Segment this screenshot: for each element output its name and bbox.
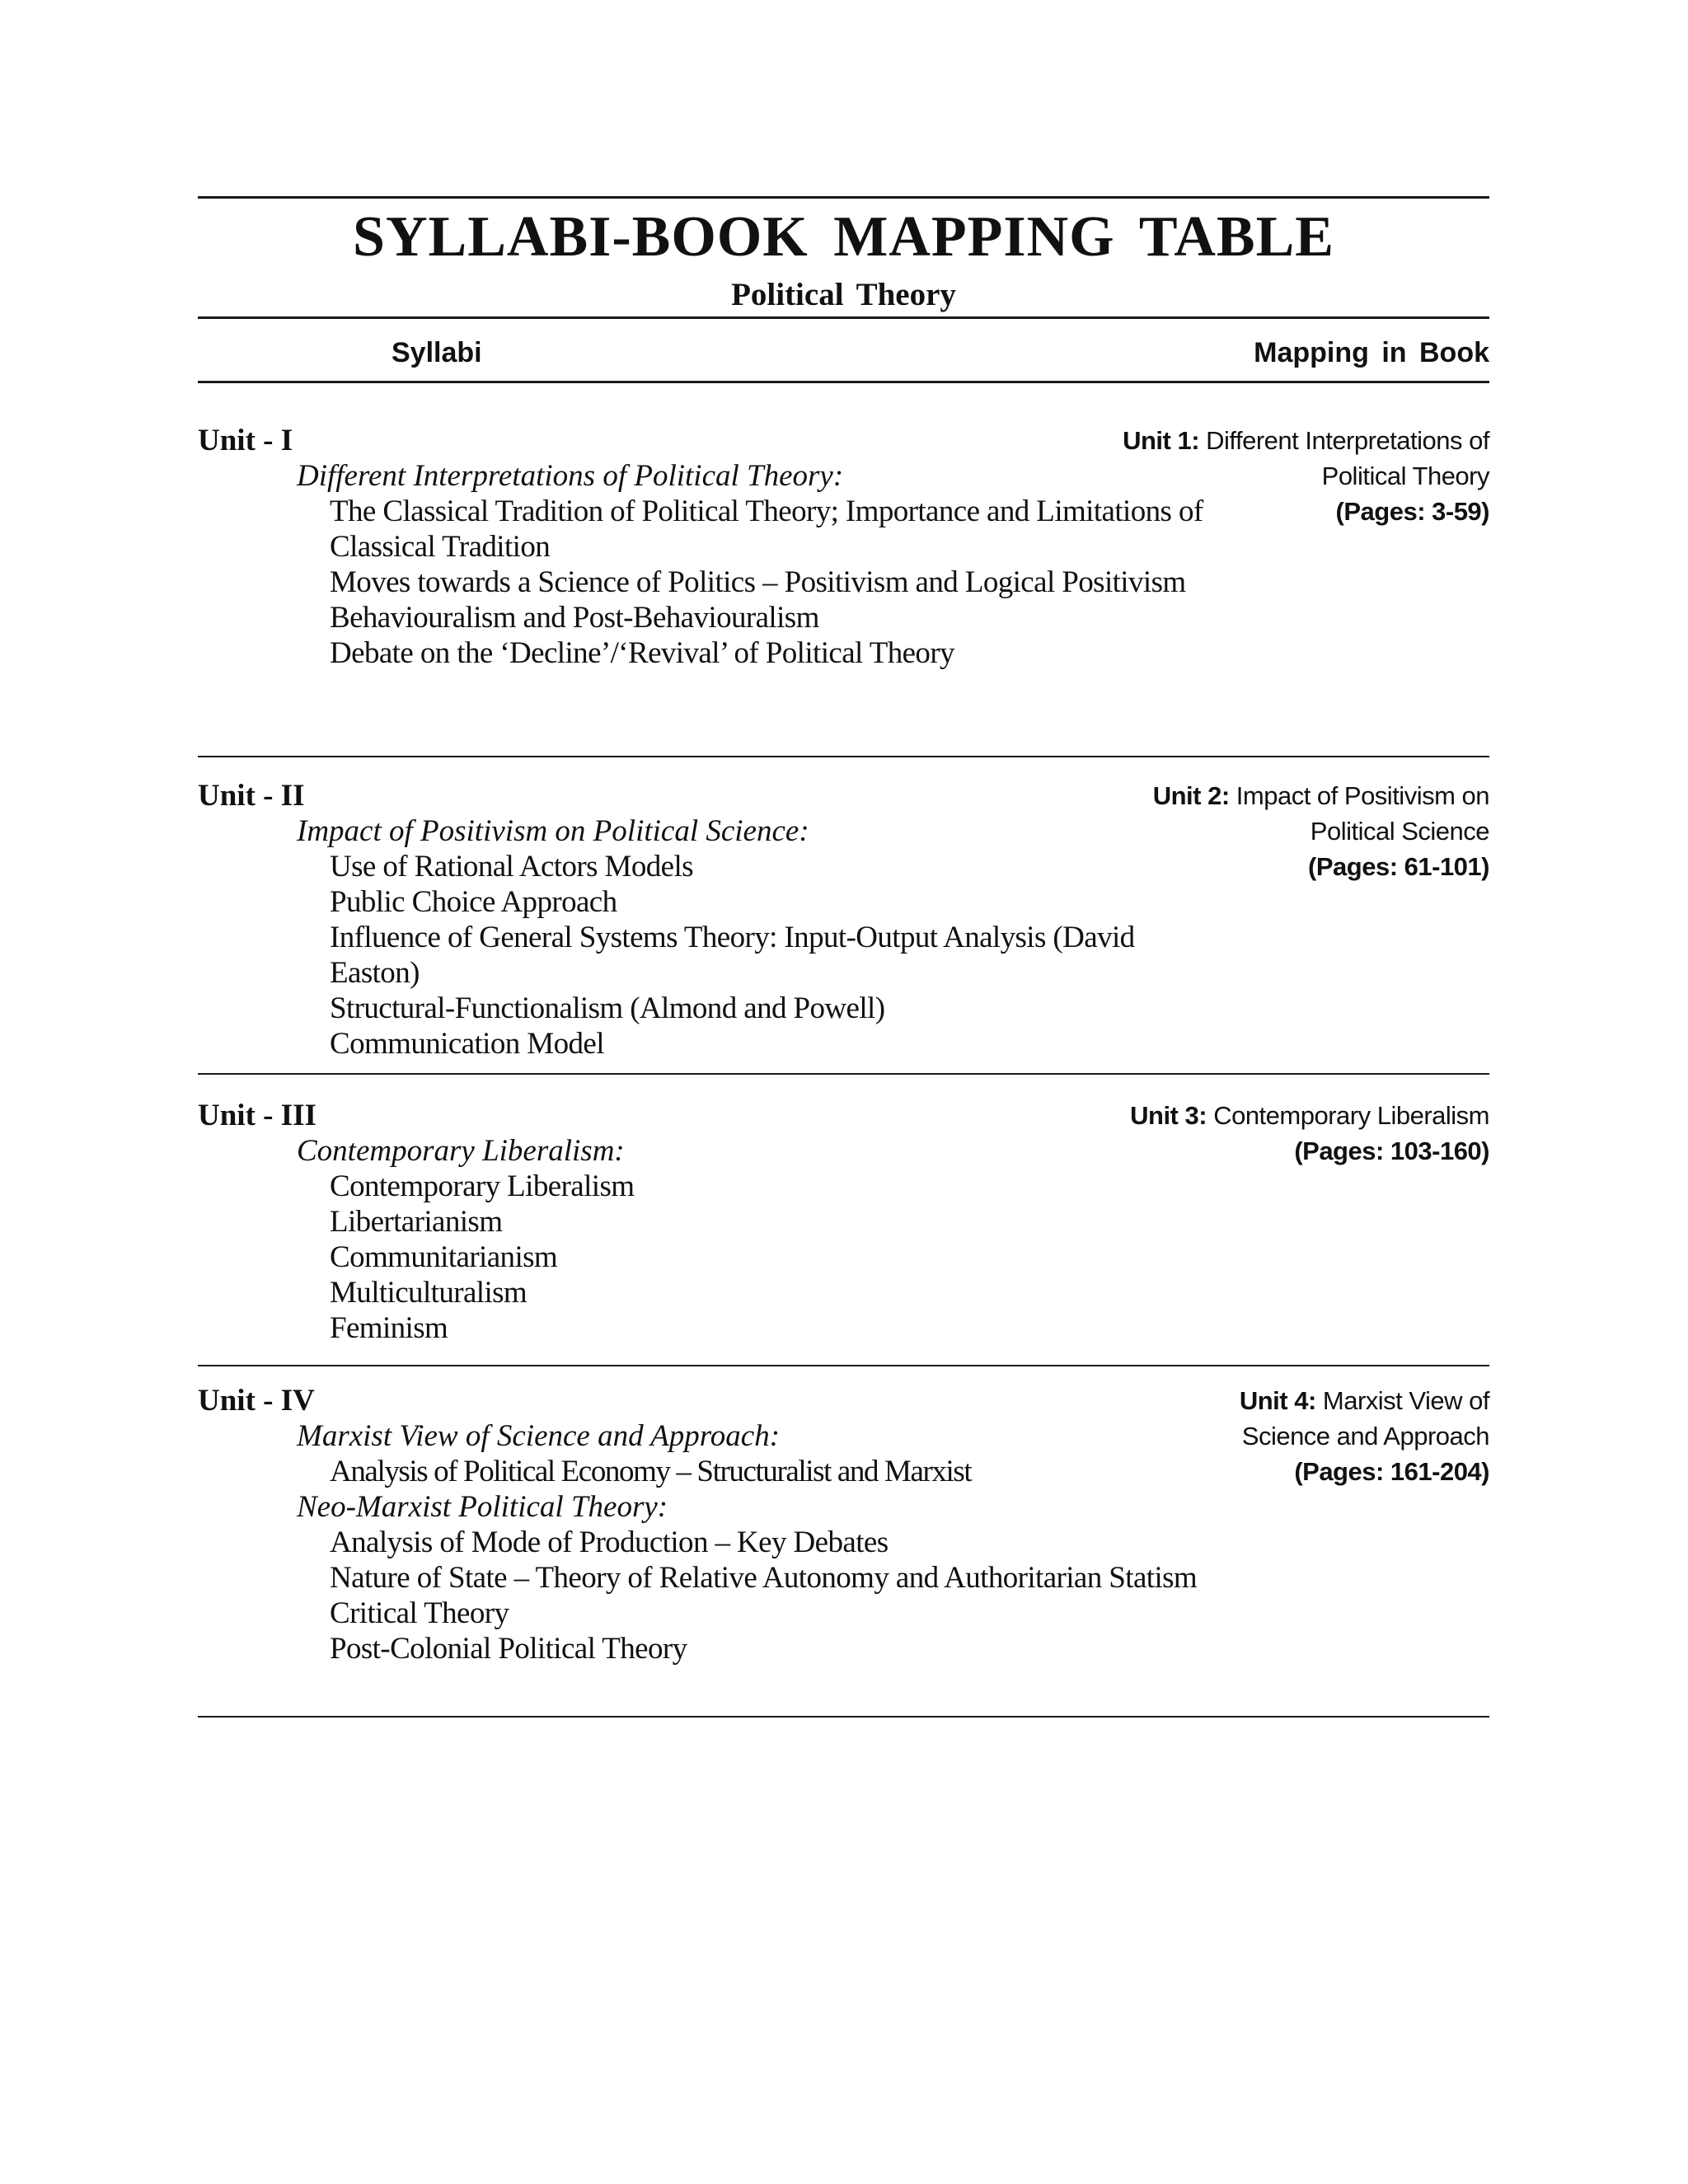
mapping-line: Impact of Positivism on [1236,781,1489,810]
topic-item: Communitarianism [330,1240,558,1274]
section-heading: Marxist View of Science and Approach: [297,1419,781,1453]
topic-item: Libertarianism [330,1205,503,1239]
topic-item: Debate on the ‘Decline’/‘Revival’ of Political Theory [330,636,954,670]
unit-divider [198,1365,1489,1366]
unit-block-4 [198,1383,1489,1713]
section-heading: Impact of Positivism on Political Science: [297,814,809,848]
mapping-unit: Unit 1: [1123,426,1200,455]
topic-item: The Classical Tradition of Political Theory; Importance and Limitations of Classical Tradition [330,494,1203,564]
bottom-rule [198,1716,1489,1718]
section-heading: Neo-Marxist Political Theory: [297,1490,668,1524]
unit-label: Unit - II [198,779,305,813]
topic-item: Influence of General Systems Theory: Input-Output Analysis (David Easton) [330,921,1135,990]
topic-item: Public Choice Approach [330,885,617,919]
topic-item: Analysis of Political Economy – Structuralist and Marxist [330,1455,972,1488]
mapping-unit: Unit 2: [1152,781,1230,810]
unit-block-2 [198,778,1489,1066]
mapping-pages: (Pages: 161-204) [1294,1457,1489,1486]
top-rule [198,196,1489,199]
header-rule [198,381,1489,383]
page-subtitle: Political Theory [731,277,956,312]
column-header-mapping: Mapping in Book [1254,337,1489,368]
mapping-cell [978,1098,1489,1169]
unit-label: Unit - I [198,424,293,457]
mapping-line: Science and Approach [1241,1422,1489,1451]
unit-label: Unit - IV [198,1384,315,1418]
topic-item: Analysis of Mode of Production – Key Debates [330,1526,889,1559]
mapping-line: Political Science [1310,817,1489,846]
topic-item: Communication Model [330,1027,604,1061]
column-header-syllabi: Syllabi [392,337,482,368]
topic-item: Critical Theory [330,1596,509,1630]
mapping-unit: Unit 4: [1239,1386,1316,1415]
subtitle-rule [198,316,1489,319]
topic-item: Structural-Functionalism (Almond and Powell) [330,991,885,1025]
mapping-pages: (Pages: 3-59) [1335,497,1489,526]
unit-label: Unit - III [198,1099,316,1132]
topic-item: Post-Colonial Political Theory [330,1632,687,1666]
mapping-line: Different Interpretations of [1206,426,1489,455]
unit-divider [198,756,1489,757]
unit-block-1 [198,423,1489,711]
mapping-cell [978,778,1489,884]
section-heading: Different Interpretations of Political Theory: [297,459,844,493]
topic-item: Multiculturalism [330,1276,528,1310]
topic-item: Use of Rational Actors Models [330,850,693,883]
unit-divider [198,1073,1489,1075]
mapping-unit: Unit 3: [1130,1101,1207,1130]
unit-block-3 [198,1098,1489,1361]
mapping-line: Political Theory [1321,462,1489,490]
page-title: SYLLABI-BOOK MAPPING TABLE [353,205,1334,269]
topic-item: Moves towards a Science of Politics – Positivism and Logical Positivism [330,565,1186,599]
topic-item: Contemporary Liberalism [330,1169,635,1203]
mapping-cell [978,423,1489,529]
section-heading: Contemporary Liberalism: [297,1134,625,1168]
mapping-cell [978,1383,1489,1489]
mapping-line: Contemporary Liberalism [1213,1101,1489,1130]
mapping-pages: (Pages: 103-160) [1294,1137,1489,1165]
topic-item: Feminism [330,1311,448,1345]
mapping-line: Marxist View of [1322,1386,1489,1415]
topic-item: Nature of State – Theory of Relative Autonomy and Authoritarian Statism [330,1561,1198,1595]
mapping-pages: (Pages: 61-101) [1308,852,1489,881]
topic-item: Behaviouralism and Post-Behaviouralism [330,601,819,635]
